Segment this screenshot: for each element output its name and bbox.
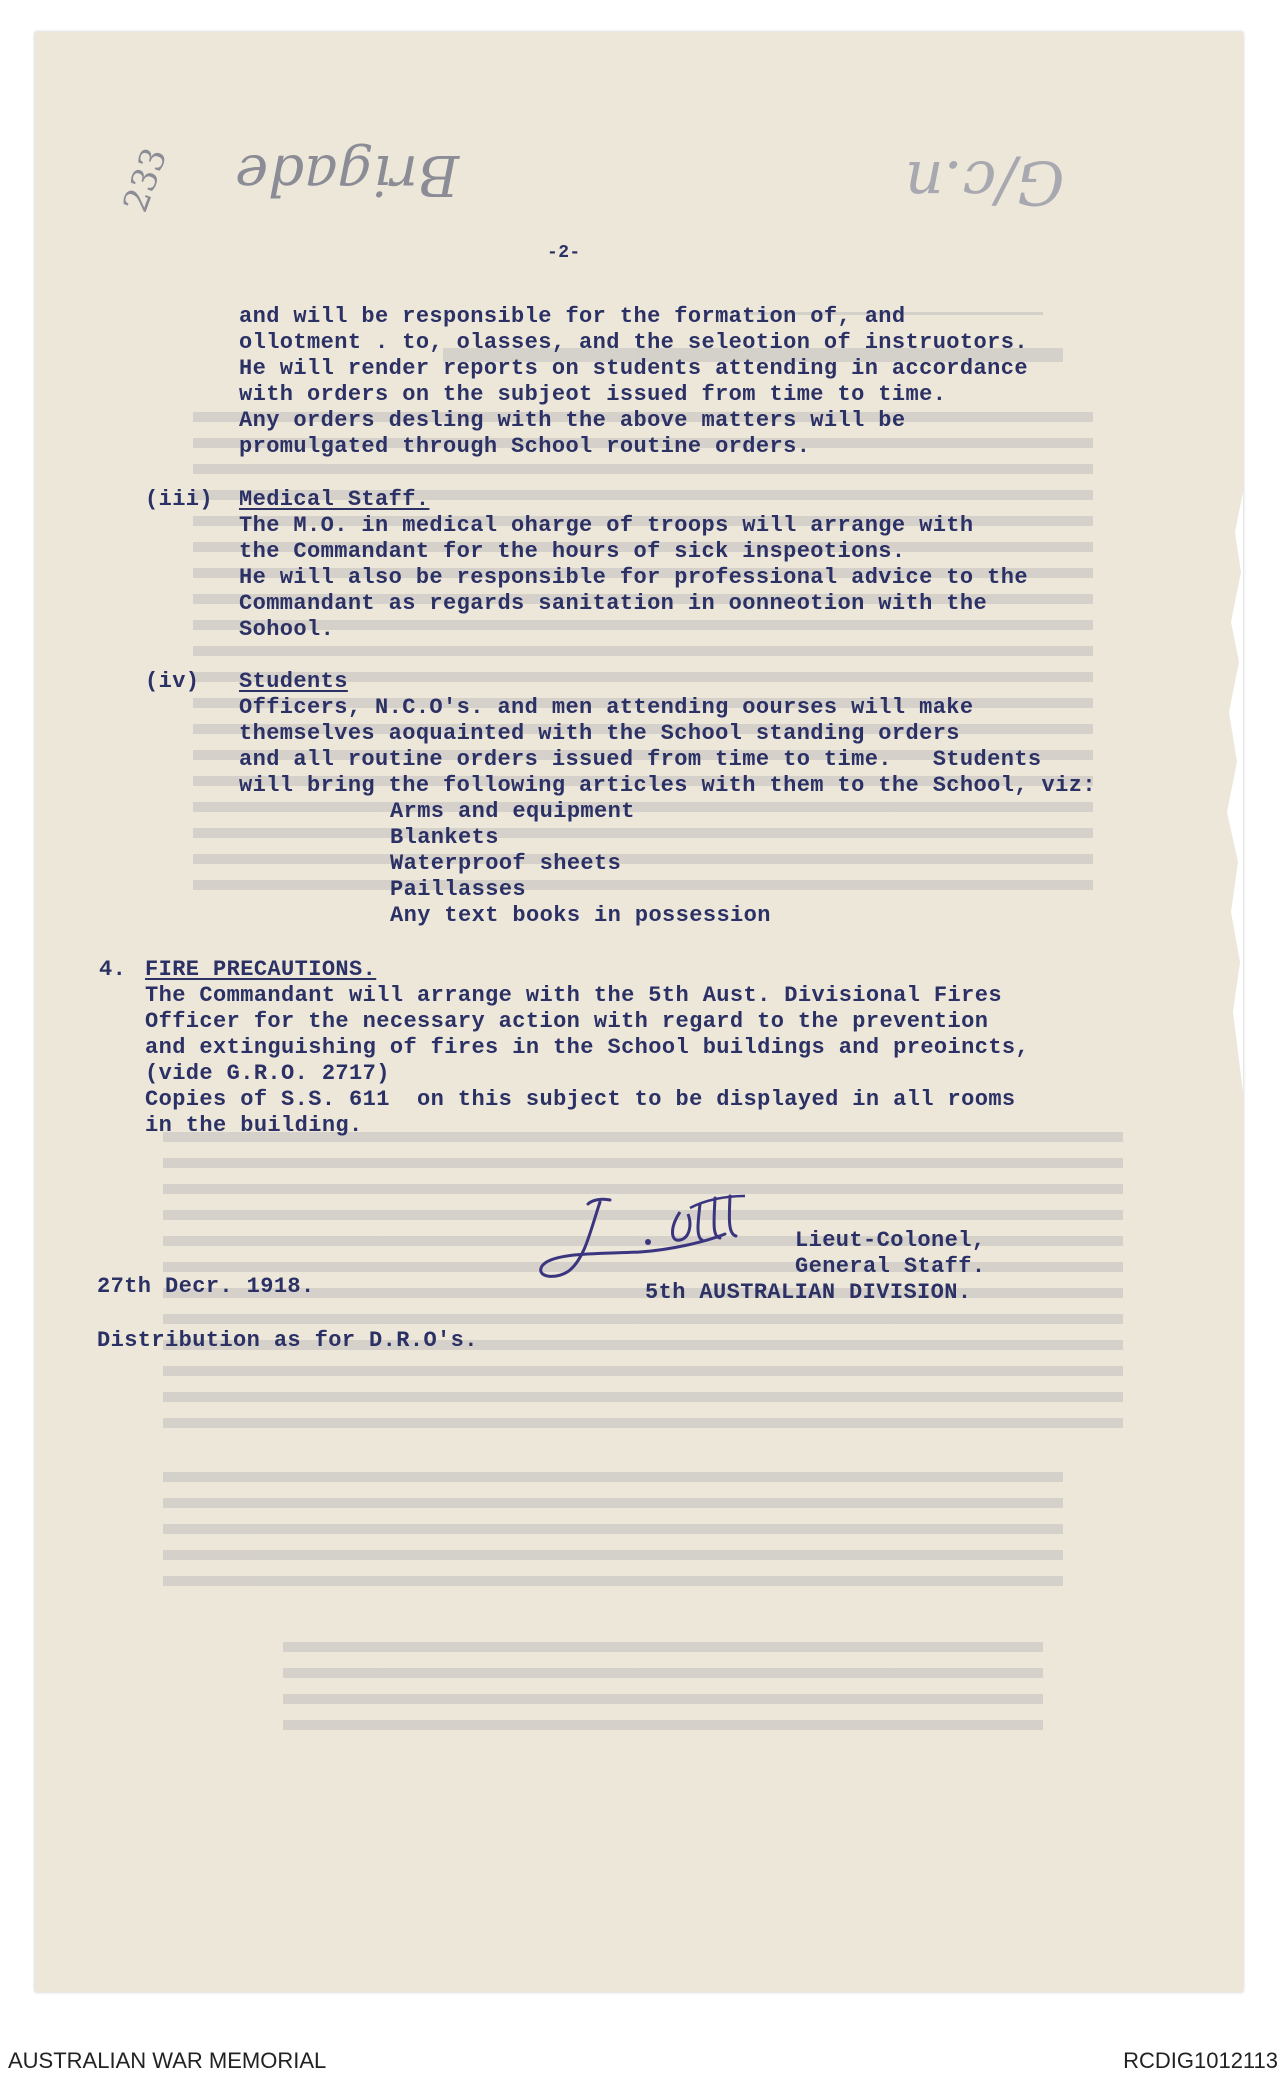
article-item: Any text books in possession — [390, 903, 771, 928]
pencil-ref-number: 233 — [115, 142, 176, 218]
article-item: Waterproof sheets — [390, 851, 622, 876]
section-heading: Students — [239, 669, 348, 694]
section-line: Copies of S.S. 611 on this subject to be displayed in all rooms — [145, 1087, 1016, 1112]
section-heading: FIRE PRECAUTIONS. — [145, 957, 377, 982]
section-line: Commandant as regards sanitation in oonneotion with the — [239, 591, 988, 616]
section-line: and all routine orders issued from time to time. Students — [239, 747, 1042, 772]
article-item: Arms and equipment — [390, 799, 635, 824]
distribution-note: Distribution as for D.R.O's. — [97, 1328, 478, 1353]
pencil-initials: G/c.n — [905, 147, 1065, 217]
section-line: and extinguishing of fires in the School buildings and preoincts, — [145, 1035, 1030, 1060]
section-line: He will also be responsible for professional advice to the — [239, 565, 1028, 590]
pencil-word: Brigade — [235, 142, 460, 207]
intro-line-6: promulgated through School routine orders. — [239, 434, 811, 459]
torn-edge — [1213, 492, 1243, 1092]
footer-record-id: RCDIG1012113 — [1123, 2048, 1278, 2073]
section-line: The M.O. in medical oharge of troops will arrange with — [239, 513, 974, 538]
section-line: Sohool. — [239, 617, 335, 642]
signature-staff: General Staff. — [795, 1254, 986, 1279]
section-line: The Commandant will arrange with the 5th Aust. Divisional Fires — [145, 983, 1002, 1008]
intro-line-2: ollotment . to, olasses, and the seleotion of instruotors. — [239, 330, 1028, 355]
section-line: Officer for the necessary action with regard to the prevention — [145, 1009, 989, 1034]
section-line: themselves aoquainted with the School standing orders — [239, 721, 960, 746]
intro-line-4: with orders on the subjeot issued from time to time. — [239, 382, 947, 407]
intro-line-5: Any orders desling with the above matters will be — [239, 408, 906, 433]
article-item: Paillasses — [390, 877, 527, 902]
footer-institution: AUSTRALIAN WAR MEMORIAL — [8, 2048, 327, 2073]
page-number: -2- — [547, 243, 581, 263]
signature-image — [530, 1182, 790, 1292]
document-date: 27th Decr. 1918. — [97, 1274, 315, 1299]
section-number: 4. — [99, 957, 127, 982]
section-number: (iv) — [145, 669, 200, 694]
section-line: Officers, N.C.O's. and men attending oourses will make — [239, 695, 974, 720]
section-heading: Medical Staff. — [239, 487, 430, 512]
section-line: will bring the following articles with them to the School, viz: — [239, 773, 1096, 798]
section-line: the Commandant for the hours of sick inspeotions. — [239, 539, 906, 564]
intro-line-3: He will render reports on students attending in accordance — [239, 356, 1028, 381]
section-line: in the building. — [145, 1113, 363, 1138]
section-line: (vide G.R.O. 2717) — [145, 1061, 390, 1086]
article-item: Blankets — [390, 825, 499, 850]
signature-division: 5th AUSTRALIAN DIVISION. — [645, 1280, 972, 1305]
archive-footer — [0, 2040, 1286, 2080]
intro-line-1: and will be responsible for the formation of, and — [239, 304, 906, 329]
signature-rank: Lieut-Colonel, — [795, 1228, 986, 1253]
section-number: (iii) — [145, 487, 214, 512]
document-page — [35, 32, 1243, 1992]
